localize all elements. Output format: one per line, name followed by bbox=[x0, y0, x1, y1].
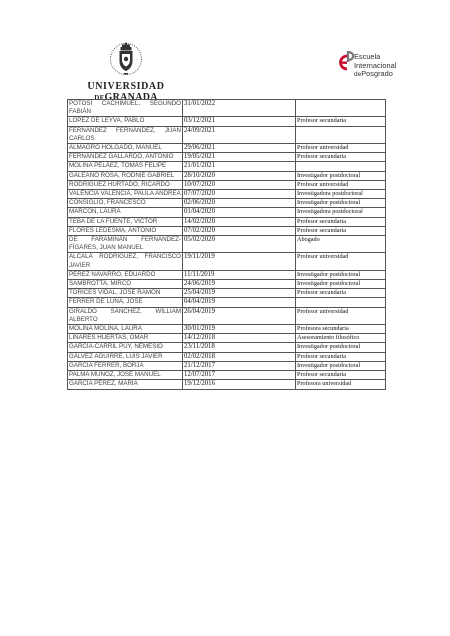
table-row bbox=[68, 307, 386, 324]
table-row bbox=[68, 190, 386, 199]
position-cell: Profesor secundaria bbox=[296, 226, 386, 235]
date-cell: 30/01/2019 bbox=[183, 325, 296, 334]
ugr-prefix: DE bbox=[94, 94, 105, 102]
ugr-main: GRANADA bbox=[104, 92, 158, 103]
table-row bbox=[68, 343, 386, 352]
position-cell bbox=[296, 298, 386, 307]
name-cell: DE FARAMIÑÁN FERNÁNDEZ-FÍGARES, JUAN MANUEL bbox=[69, 236, 181, 252]
name-cell: LÓPEZ DE LEYVA, PABLO bbox=[68, 117, 183, 126]
ep-line3 bbox=[354, 70, 396, 80]
position-cell: Investigador postdoctoral bbox=[296, 361, 386, 370]
date-cell: 02/02/2018 bbox=[183, 352, 296, 361]
table-row bbox=[68, 162, 386, 171]
position-cell: Investigadora postdoctoral bbox=[296, 208, 386, 217]
name-cell: LINARES HUERTAS, OMAR bbox=[68, 334, 183, 343]
escuela-posgrado-mark-icon bbox=[336, 50, 354, 74]
position-cell: Investigador postdoctoral bbox=[296, 280, 386, 289]
date-cell: 14/02/2020 bbox=[183, 217, 296, 226]
date-cell: 10/07/2020 bbox=[183, 180, 296, 189]
ep-line2: Internacional bbox=[354, 60, 397, 70]
name-cell: FERNÁNDEZ FERNÁNDEZ, JUAN CARLOS bbox=[69, 126, 181, 142]
date-cell: 03/12/2021 bbox=[183, 117, 296, 126]
position-cell: Profesor secundaria bbox=[296, 371, 386, 380]
date-cell: 26/04/2019 bbox=[183, 307, 296, 324]
date-cell: 04/04/2019 bbox=[183, 298, 296, 307]
graduates-table-body bbox=[68, 100, 386, 390]
table-row bbox=[68, 371, 386, 380]
table-row bbox=[68, 361, 386, 370]
table-row bbox=[68, 289, 386, 298]
name-cell: FLORES LEDESMA, ANTONIO bbox=[68, 226, 183, 235]
table-row bbox=[68, 100, 386, 117]
table-row bbox=[68, 226, 386, 235]
position-cell: Profesor secundaria bbox=[296, 217, 386, 226]
name-cell: ALCALÁ RODRÍGUEZ, FRANCISCO JAVIER bbox=[69, 253, 181, 269]
ugr-logo bbox=[66, 40, 186, 103]
table-row bbox=[68, 352, 386, 361]
table-row bbox=[68, 270, 386, 279]
ep-main: Posgrado bbox=[361, 69, 393, 79]
date-cell: 11/11/2019 bbox=[183, 270, 296, 279]
table-row bbox=[68, 236, 386, 253]
table-row bbox=[68, 144, 386, 153]
name-cell: ALMAGRO HOLGADO, MANUEL bbox=[68, 144, 183, 153]
position-cell: Investigador postdoctoral bbox=[296, 270, 386, 279]
position-cell: Abogado bbox=[296, 236, 386, 253]
position-cell bbox=[296, 162, 386, 171]
name-cell: MOLINA MOLINA, LAURA bbox=[68, 325, 183, 334]
date-cell: 07/02/2020 bbox=[183, 226, 296, 235]
table-row bbox=[68, 253, 386, 270]
table-row bbox=[68, 208, 386, 217]
date-cell: 24/06/2019 bbox=[183, 280, 296, 289]
table-row bbox=[68, 334, 386, 343]
date-cell: 23/11/2018 bbox=[183, 343, 296, 352]
date-cell: 05/02/2020 bbox=[183, 236, 296, 253]
table-row bbox=[68, 199, 386, 208]
name-cell: TORICES VIDAL, JOSÉ RAMÓN bbox=[68, 289, 183, 298]
ep-prefix: de bbox=[354, 71, 362, 79]
date-cell: 19/05/2021 bbox=[183, 153, 296, 162]
date-cell: 21/12/2017 bbox=[183, 361, 296, 370]
position-cell: Profesor secundaria bbox=[296, 153, 386, 162]
escuela-posgrado-logo bbox=[336, 50, 416, 90]
position-cell: Investigador postdoctoral bbox=[296, 199, 386, 208]
name-cell: VALENCIA VALENCIA, PAULA ANDREA bbox=[69, 190, 181, 198]
position-cell bbox=[296, 100, 386, 117]
name-cell: POTOSÍ CACHIMUEL, SEGUNDO FABIÁN bbox=[69, 100, 181, 116]
escuela-posgrado-text bbox=[354, 53, 396, 80]
table-row bbox=[68, 153, 386, 162]
date-cell: 02/06/2020 bbox=[183, 199, 296, 208]
table-row bbox=[68, 325, 386, 334]
table-row bbox=[68, 126, 386, 143]
name-cell: MOLINA PELÁEZ, TOMÁS FELIPE bbox=[68, 162, 183, 171]
position-cell: Profesora universidad bbox=[296, 380, 386, 389]
table-row bbox=[68, 180, 386, 189]
table-row bbox=[68, 280, 386, 289]
date-cell: 31/01/2022 bbox=[183, 100, 296, 117]
position-cell: Profesora secundaria bbox=[296, 325, 386, 334]
name-cell: PÉREZ NAVARRO, EDUARDO bbox=[68, 270, 183, 279]
name-cell: MARCON, LAURA bbox=[68, 208, 183, 217]
date-cell: 29/06/2021 bbox=[183, 144, 296, 153]
name-cell: CONSIGLIO, FRANCESCO bbox=[68, 199, 183, 208]
name-cell: GARCÍA FERRER, BORJA bbox=[68, 361, 183, 370]
position-cell: Asesoramiento filosófico bbox=[296, 334, 386, 343]
date-cell: 21/01/2021 bbox=[183, 162, 296, 171]
name-cell: FERRER DE LUNA, JOSE bbox=[68, 298, 183, 307]
table-row bbox=[68, 171, 386, 180]
date-cell: 12/07/2017 bbox=[183, 371, 296, 380]
university-crest-icon bbox=[109, 40, 143, 78]
date-cell: 01/04/2020 bbox=[183, 208, 296, 217]
position-cell: Profesor secundaria bbox=[296, 289, 386, 298]
table-row bbox=[68, 117, 386, 126]
ep-line1: Escuela bbox=[354, 52, 381, 61]
name-cell: RODRÍGUEZ HURTADO, RICARDO bbox=[68, 180, 183, 189]
position-cell: Profesor secundaria bbox=[296, 117, 386, 126]
name-cell: FERNÁNDEZ GALLARDO, ANTONIO bbox=[68, 153, 183, 162]
date-cell: 24/09/2021 bbox=[183, 126, 296, 143]
table-row bbox=[68, 217, 386, 226]
name-cell: GARCÍA-CARRIL PUY, NEMESIO bbox=[68, 343, 183, 352]
position-cell: Investigador postdoctoral bbox=[296, 343, 386, 352]
graduates-table bbox=[67, 99, 386, 390]
position-cell: Investigadora postdoctoral bbox=[296, 190, 386, 199]
date-cell: 14/12/2018 bbox=[183, 334, 296, 343]
name-cell: TEBA DE LA FUENTE, VÍCTOR bbox=[68, 217, 183, 226]
name-cell: SAMBROTTA, MIRCO bbox=[68, 280, 183, 289]
name-cell: GIRALDO SÁNCHEZ, WILLIAM ALBERTO bbox=[69, 307, 181, 323]
position-cell: Investigador postdoctoral bbox=[296, 171, 386, 180]
date-cell: 25/04/2019 bbox=[183, 289, 296, 298]
name-cell: GARCÍA PÉREZ, MARÍA bbox=[68, 380, 183, 389]
name-cell: GALEANO ROSA, RODNIE GABRIEL bbox=[68, 171, 183, 180]
ugr-name-line1: UNIVERSIDAD bbox=[87, 81, 165, 92]
date-cell: 19/12/2016 bbox=[183, 380, 296, 389]
name-cell: PALMA MUÑOZ, JOSÉ MANUEL bbox=[68, 371, 183, 380]
name-cell: GÁLVEZ AGUIRRE, LUIS JAVIER bbox=[68, 352, 183, 361]
position-cell: Profesor secundaria bbox=[296, 352, 386, 361]
date-cell: 07/07/2020 bbox=[183, 190, 296, 199]
position-cell bbox=[296, 126, 386, 143]
position-cell: Profesor universidad bbox=[296, 180, 386, 189]
date-cell: 19/11/2019 bbox=[183, 253, 296, 270]
position-cell: Profesor universidad bbox=[296, 144, 386, 153]
position-cell: Profesor universidad bbox=[296, 253, 386, 270]
position-cell: Profesor universidad bbox=[296, 307, 386, 324]
table-row bbox=[68, 298, 386, 307]
date-cell: 28/10/2020 bbox=[183, 171, 296, 180]
table-row bbox=[68, 380, 386, 389]
